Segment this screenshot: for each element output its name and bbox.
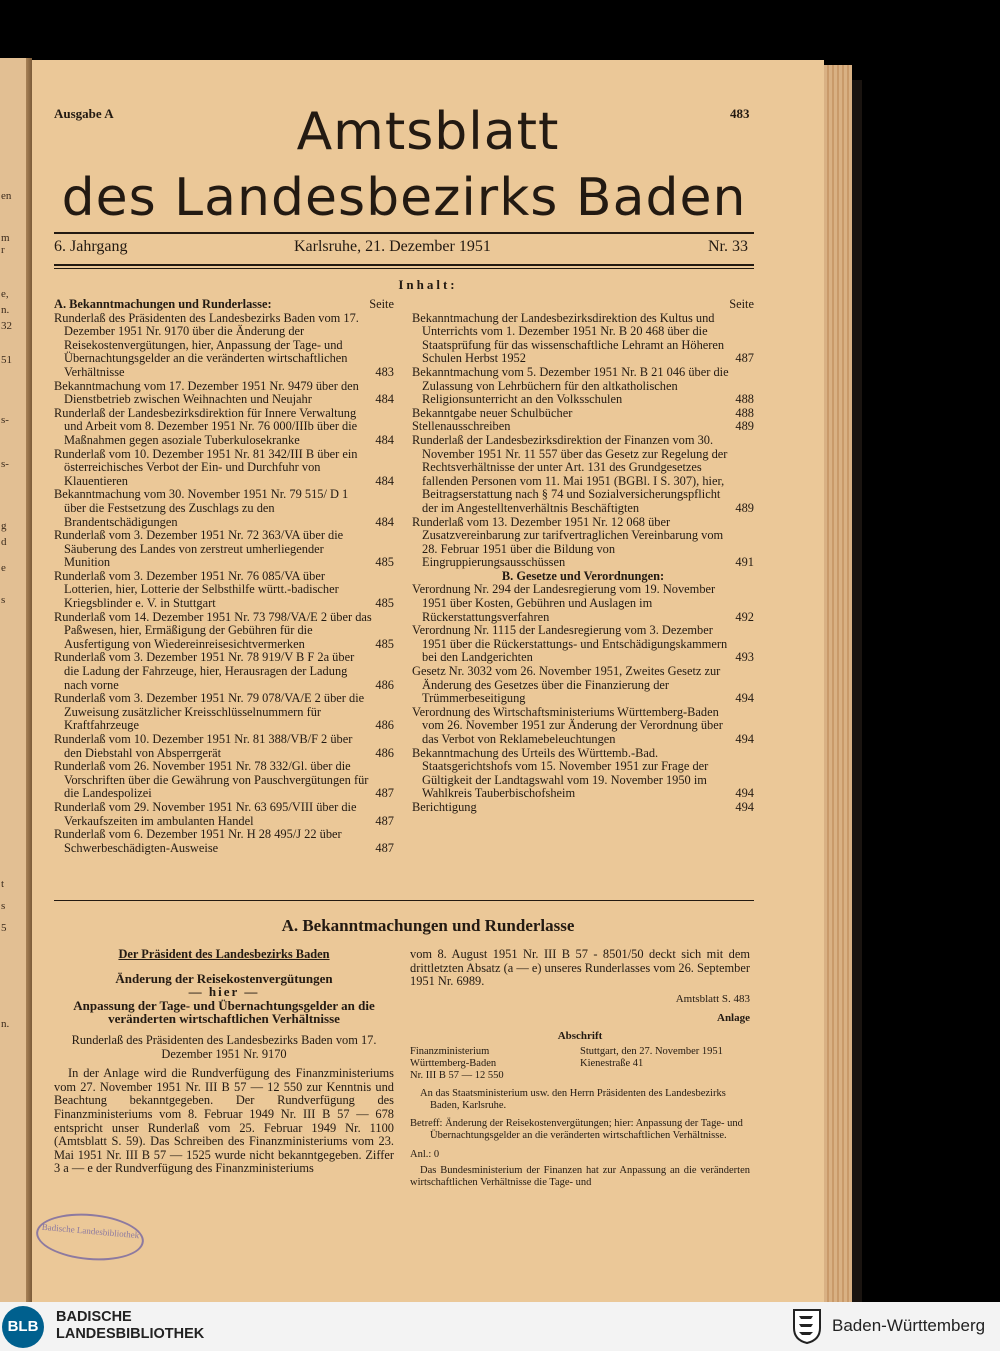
sender-line2: Württemberg-Baden bbox=[410, 1057, 497, 1069]
sender-line1: Finanzministerium bbox=[410, 1045, 490, 1057]
toc-entry[interactable] bbox=[54, 801, 394, 828]
toc-section-a-label: A. Bekanntmachungen und Runderlasse: bbox=[54, 297, 272, 311]
toc-entry[interactable] bbox=[54, 651, 394, 692]
toc-entry-page: 485 bbox=[375, 636, 394, 651]
toc-entry-page: 489 bbox=[735, 419, 754, 434]
toc-entry[interactable] bbox=[412, 366, 754, 407]
toc-entry-title: Bekanntmachung der Landesbezirksdirektion des Kultus und Unterrichts vom 1. Dezember 1951 Nr. B 20 468 über die Staatsprüfung für das wissenschaftliche Lehramt an Höheren Schulen Herbst 1952 bbox=[412, 310, 725, 366]
subject-line: Betreff: Änderung der Reisekostenvergütungen; hier: Anpassung der Tage- und Übernachtungsgelder an die veränderten wirtschaftlichen Verhältnisse. bbox=[410, 1117, 743, 1141]
library-name-line1: BADISCHE bbox=[56, 1309, 132, 1325]
toc-entry-page: 483 bbox=[375, 364, 394, 379]
toc-entry-page: 491 bbox=[735, 555, 754, 570]
toc-entry-title: Berichtigung bbox=[412, 799, 477, 814]
header-rule bbox=[54, 232, 754, 234]
toc-entry[interactable] bbox=[412, 312, 754, 366]
toc-entry[interactable] bbox=[54, 733, 394, 760]
toc-entry-title: Runderlaß vom 10. Dezember 1951 Nr. 81 388/VB/F 2 über den Diebstahl von Absperrgerät bbox=[54, 732, 353, 760]
toc-entry-title: Runderlaß vom 6. Dezember 1951 Nr. H 28 495/J 22 über Schwerbeschädigten-Ausweise bbox=[54, 827, 342, 855]
toc-entry-page: 484 bbox=[375, 432, 394, 447]
toc-entry-page: 485 bbox=[375, 596, 394, 611]
masthead-title-line2: des Landesbezirks Baden bbox=[61, 168, 747, 228]
header-rule-thin bbox=[54, 268, 754, 269]
library-stamp bbox=[34, 1209, 146, 1264]
toc-entry-title: Runderlaß der Landesbezirksdirektion für Innere Verwaltung und Arbeit vom 8. Dezember 1951 Nr. 76 000/IIIb über die Maßnahmen gegen asoziale Tuberkulosekranke bbox=[54, 405, 358, 447]
toc-entry[interactable] bbox=[412, 583, 754, 624]
blb-logo-icon[interactable]: BLB bbox=[2, 1306, 44, 1348]
toc-entry-title: Gesetz Nr. 3032 vom 26. November 1951, Zweites Gesetz zur Änderung des Gesetzes über die Finanzierung der Trümmerbeseitigung bbox=[412, 664, 721, 706]
toc-entry-page: 486 bbox=[375, 677, 394, 692]
letter-place-date: Stuttgart, den 27. November 1951 bbox=[580, 1045, 723, 1057]
toc-entry[interactable] bbox=[54, 529, 394, 570]
toc-entry-title: Runderlaß der Landesbezirksdirektion der Finanzen vom 30. November 1951 Nr. 11 557 über das Gesetz zur Regelung der Rechtsverhältnisse der unter Art. 131 des Grundgesetzes fallenden Personen vom 11. Mai 1951 (BGBl. I S. 307), hier, Beitragserstattung nach § 74 und Sozialversicherungspflicht der im Angestelltenverhältnis Beschäftigten bbox=[412, 432, 728, 515]
article-heading-hier: — hier — bbox=[188, 984, 260, 1000]
toc-entry-title: Runderlaß vom 26. November 1951 Nr. 78 332/Gl. über die Vorschriften über die Gewährung von Pauschvergütungen für die Landespolizei bbox=[54, 759, 369, 801]
section-title: A. Bekanntmachungen und Runderlasse bbox=[281, 916, 575, 935]
stamp-text: Badische Landesbibliothek bbox=[41, 1221, 140, 1241]
toc-entry-page: 487 bbox=[375, 813, 394, 828]
page-number: 483 bbox=[730, 106, 750, 121]
toc-section-b-label: B. Gesetze und Verordnungen: bbox=[501, 568, 665, 583]
body-right-column bbox=[410, 948, 750, 1189]
toc-entry-page: 487 bbox=[735, 351, 754, 366]
toc-left-column bbox=[54, 298, 394, 855]
body-left-column bbox=[54, 948, 394, 1176]
toc-entry-title: Bekanntmachung vom 30. November 1951 Nr. 79 515/ D 1 über die Festsetzung des Zuschlags zu den Brandentschädigungen bbox=[54, 487, 349, 529]
letter-body: Das Bundesministerium der Finanzen hat zur Anpassung an die veränderten wirtschaftlichen Verhältnisse die Tage- und bbox=[410, 1165, 750, 1189]
letterhead bbox=[410, 1046, 750, 1082]
toc-entry-page: 494 bbox=[735, 732, 754, 746]
toc-entry[interactable] bbox=[412, 706, 754, 747]
article-heading: Änderung der Reisekostenvergütungen bbox=[115, 970, 333, 986]
toc-entry-page: 494 bbox=[735, 786, 754, 801]
toc-entry-title: Verordnung Nr. 1115 der Landesregierung vom 3. Dezember 1951 über die Rückerstattungs- und Entschädigungskammern bei den Landgerichten bbox=[412, 623, 728, 665]
toc-entry-page: 487 bbox=[375, 786, 394, 801]
article-subheading: Anpassung der Tage- und Übernachtungsgelder an die veränderten wirtschaftlichen Verhältnisse bbox=[73, 997, 375, 1027]
toc-entry[interactable] bbox=[412, 420, 754, 434]
toc-title: Inhalt: bbox=[398, 277, 458, 292]
toc-entry-page: 485 bbox=[375, 555, 394, 570]
toc-entry-page: 494 bbox=[735, 799, 754, 814]
toc-entry-page: 486 bbox=[375, 745, 394, 760]
toc-entry-page: 493 bbox=[735, 650, 754, 665]
decree-reference: Runderlaß des Präsidenten des Landesbezirks Baden vom 17. Dezember 1951 Nr. 9170 bbox=[71, 1032, 377, 1061]
toc-entry-title: Bekanntgabe neuer Schulbücher bbox=[412, 405, 573, 420]
page-stack-shadow bbox=[852, 80, 862, 1302]
toc-entry-title: Runderlaß vom 10. Dezember 1951 Nr. 81 342/III B über ein österreichisches Verbot der Ein- und Durchfuhr von Klauentieren bbox=[54, 446, 358, 488]
toc-entry-title: Verordnung des Wirtschaftsministeriums Württemberg-Baden vom 26. November 1951 zur Änderung der Verordnung über das Verbot von Reklamebeleuchtungen bbox=[412, 704, 723, 746]
toc-entry-title: Runderlaß vom 3. Dezember 1951 Nr. 72 363/VA über die Säuberung des Landes von zerstreut umherliegender Munition bbox=[54, 528, 344, 570]
toc-entry[interactable] bbox=[54, 380, 394, 407]
article-body-text: In der Anlage wird die Rundverfügung des Finanzministeriums vom 27. November 1951 Nr. III B 57 — 12 550 zur Kenntnis und Beachtung bekanntgegeben. Der Rundverfügung des Finanzministeriums vom 8. Februar 1949 Nr. III B 57 — 678 entspricht unser Runderlaß vom 25. Februar 1949 Nr. 1100 (Amtsblatt S. 59). Das Schreiben des Finanzministeriums vom 23. Mai 1951 Nr. III B 57 — 1525 wurde nicht bekanntgegeben. Ziffer 3 a — e der Rundverfügung des Finanzministeriums bbox=[54, 1066, 394, 1176]
volume-label: 6. Jahrgang bbox=[54, 238, 128, 255]
toc-entry[interactable] bbox=[54, 407, 394, 448]
state-name[interactable]: Baden-Württemberg bbox=[832, 1316, 986, 1335]
document-page bbox=[32, 60, 824, 1302]
toc-entry-page: 487 bbox=[375, 840, 394, 855]
sender-line3: Nr. III B 57 — 12 550 bbox=[410, 1069, 504, 1081]
viewer-footer bbox=[0, 1302, 1000, 1351]
edition-label: Ausgabe A bbox=[54, 106, 114, 121]
library-name[interactable] bbox=[56, 1309, 204, 1343]
toc-page-label-right: Seite bbox=[729, 297, 754, 311]
toc-entry[interactable] bbox=[54, 760, 394, 801]
toc-entry[interactable] bbox=[54, 570, 394, 611]
toc-entry-page: 484 bbox=[375, 392, 394, 407]
toc-entry-title: Runderlaß vom 29. November 1951 Nr. 63 695/VIII über die Verkaufszeiten im ambulanten Handel bbox=[54, 799, 357, 828]
toc-entry-title: Runderlaß vom 13. Dezember 1951 Nr. 12 068 über Zusatzvereinbarung zur tarifvertraglichen Vereinbarung vom 28. Februar 1951 über die Bildung von Eingruppierungsausschüssen bbox=[412, 514, 724, 570]
toc-entry[interactable] bbox=[54, 611, 394, 652]
toc-entry-page: 489 bbox=[735, 500, 754, 515]
toc-entry[interactable] bbox=[412, 407, 754, 421]
masthead-title-line1: Amtsblatt bbox=[296, 102, 560, 162]
toc-entry[interactable] bbox=[412, 665, 754, 706]
toc-entry-page: 492 bbox=[735, 609, 754, 624]
attachments-count: Anl.: 0 bbox=[410, 1148, 440, 1160]
toc-left-header bbox=[54, 298, 394, 312]
toc-entry-title: Stellenausschreiben bbox=[412, 419, 511, 434]
anlage-label: Anlage bbox=[717, 1012, 750, 1025]
library-name-line2: LANDESBIBLIOTHEK bbox=[56, 1326, 205, 1342]
place-date: Karlsruhe, 21. Dezember 1951 bbox=[294, 238, 491, 255]
toc-page-label: Seite bbox=[369, 297, 394, 311]
toc-entry-page: 486 bbox=[375, 718, 394, 733]
continuation-text: vom 8. August 1951 Nr. III B 57 - 8501/50 deckt sich mit dem drittletzten Absatz (a — e) unseres Runderlasses vom 26. September 1951 Nr. 6989. bbox=[410, 947, 750, 989]
coat-of-arms-icon bbox=[792, 1308, 822, 1344]
adjacent-page: en m r e, n. 32 51 s- s- g d e s t s 5 n. bbox=[0, 58, 30, 1302]
toc-entry-title: Runderlaß vom 3. Dezember 1951 Nr. 78 919/V B F 2a über die Ladung der Fahrzeuge, hier, Herausragen der Ladung nach vorne bbox=[54, 650, 355, 692]
toc-entry[interactable] bbox=[54, 448, 394, 489]
toc-entry[interactable] bbox=[54, 312, 394, 380]
toc-entry-page: 484 bbox=[375, 473, 394, 488]
toc-entry-title: Runderlaß des Präsidenten des Landesbezirks Baden vom 17. Dezember 1951 Nr. 9170 über die Änderung der Reisekostenvergütungen, hier, Anpassung der Tage- und Übernachtungsgelder an die veränderten wirtschaftlichen Verhältnisse bbox=[54, 310, 359, 379]
toc-entry-title: Bekanntmachung vom 5. Dezember 1951 Nr. B 21 046 über die Zulassung von Lehrbüchern für den altkatholischen Religionsunterricht an den Volksschulen bbox=[412, 364, 729, 407]
toc-entry-page: 488 bbox=[735, 392, 754, 407]
toc-entry-title: Runderlaß vom 3. Dezember 1951 Nr. 79 078/VA/E 2 über die Zuweisung zusätzlicher Kreisschlüsselnummern für Kraftfahrzeuge bbox=[54, 691, 365, 733]
toc-entry[interactable] bbox=[412, 516, 754, 570]
toc-entry-page: 484 bbox=[375, 514, 394, 529]
toc-entry-page: 488 bbox=[735, 405, 754, 420]
header-rule-double bbox=[54, 264, 754, 266]
letter-address: Kienestraße 41 bbox=[580, 1057, 644, 1069]
toc-entry[interactable] bbox=[54, 692, 394, 733]
issuing-authority: Der Präsident des Landesbezirks Baden bbox=[118, 947, 330, 961]
toc-entry-title: Bekanntmachung des Urteils des Württemb.-Bad. Staatsgerichtshofs vom 15. November 1951 zur Frage der Gültigkeit der Landtagswahl vom 19. November 1950 im Wahlkreis Tauberbischofsheim bbox=[412, 745, 709, 801]
toc-entry-title: Runderlaß vom 14. Dezember 1951 Nr. 73 798/VA/E 2 über das Paßwesen, hier, Ermäßigung der Gebühren für die Ausfertigung von Wiedereinreisesichtvermerken bbox=[54, 609, 372, 651]
toc-entry-page: 494 bbox=[735, 691, 754, 706]
toc-entry[interactable] bbox=[412, 747, 754, 801]
amtsblatt-reference: Amtsblatt S. 483 bbox=[675, 992, 750, 1005]
toc-entry-title: Runderlaß vom 3. Dezember 1951 Nr. 76 085/VA über Lotterien, hier, Lotterie der Selbsthilfe württ.-badischer Kriegsblinder e. V. in Stuttgart bbox=[54, 568, 339, 611]
toc-entry[interactable] bbox=[54, 828, 394, 855]
toc-entry[interactable] bbox=[54, 488, 394, 529]
abschrift-label: Abschrift bbox=[557, 1029, 603, 1042]
toc-entry-title: Verordnung Nr. 294 der Landesregierung vom 19. November 1951 über Kosten, Gebühren und Auslagen im Rückerstattungsverfahren bbox=[412, 582, 716, 624]
issue-number: Nr. 33 bbox=[708, 238, 748, 255]
recipient: An das Staatsministerium usw. den Herrn Präsidenten des Landesbezirks Baden, Karlsruhe. bbox=[420, 1087, 726, 1111]
toc-right-column bbox=[412, 298, 754, 815]
toc-entry[interactable] bbox=[412, 801, 754, 815]
toc-entry-title: Bekanntmachung vom 17. Dezember 1951 Nr. 9479 über den Dienstbetrieb zwischen Weihnachten und Neujahr bbox=[54, 378, 359, 407]
page-stack-edge bbox=[824, 65, 852, 1302]
toc-entry[interactable] bbox=[412, 434, 754, 516]
toc-entry[interactable] bbox=[412, 624, 754, 665]
toc-right-header bbox=[412, 298, 754, 312]
toc-bottom-rule bbox=[54, 900, 754, 901]
